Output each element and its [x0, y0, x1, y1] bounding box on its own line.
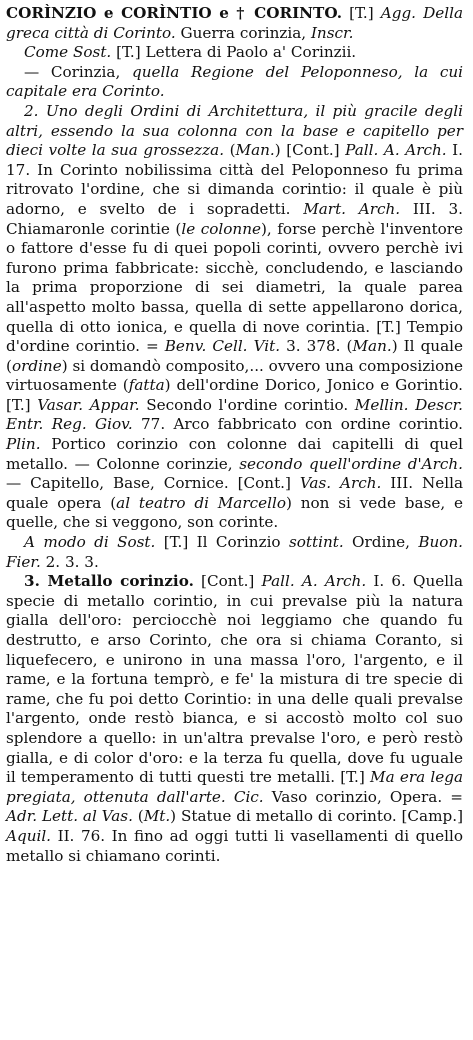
text-run: — Corinzia, — [24, 62, 132, 81]
text-run: ( — [132, 807, 144, 826]
text-run: Ma era lega pregiata, ottenuta dall'arte. Cic. — [6, 768, 463, 806]
text-run: Vasar. Appar. — [37, 395, 140, 414]
text-run: I. 17. In Corinto nobilissima città del Peloponneso fu prima ritrovato l'ordine, che si dimanda corintio: il quale è più adorno, e svelto de i sopradetti. — [6, 141, 463, 218]
text-run: [T.] — [342, 4, 381, 22]
text-run: III. Nella quale opera ( — [6, 474, 464, 512]
text-run: I. 6. Quella specie di metallo corintio, in cui prevalse più la natura gialla dell'oro: perciocchè noi leggiamo che quando fu destrutto, e arso Corinto, che ora si chiama Coranto, si liquefecero, e unirono in una massa l'oro, l'argento, e il rame, e la fortuna temprò, e fe' la mistura di tre specie di rame, che fu poi detto Corintio: in una delle quali prevalse l'argento, onde restò bianca, e si accostò molto col suo splendore a quello: in un'altra prevalse l'oro, e però restò gialla, e di color d'oro: e la terza fu quella, dove fu uguale il temperamento di tutti questi tre metalli. [T.] — [6, 572, 463, 787]
text-run: Plin. — [6, 435, 41, 454]
entry-sost — [6, 43, 463, 63]
text-run: secondo quell'ordine d'Arch. — [239, 454, 463, 473]
text-run: Man. — [235, 141, 275, 160]
text-run: Come Sost. — [24, 43, 112, 62]
text-run: ( — [224, 141, 236, 160]
text-run: Secondo l'ordine corintio. — [139, 395, 355, 414]
entry-sense-2 — [6, 102, 463, 533]
text-run: 3. 378. ( — [280, 337, 353, 356]
text-run: III. 3. Chiamaronle corintie ( — [6, 199, 463, 238]
text-run: Vaso corinzio, Opera. = — [263, 787, 463, 806]
text-run: quella Regione del Peloponneso, la cui capitale era Corinto. — [6, 62, 463, 101]
text-run: Benv. Cell. Vit. — [164, 337, 281, 356]
text-run: Buon. Fier. — [6, 533, 464, 571]
text-run: Agg. Della greca città di Corinto. — [6, 4, 464, 42]
text-run: le colonne — [181, 219, 261, 238]
text-run: ) Statue di metallo di corinto. [Camp.] — [170, 807, 463, 826]
text-run: 77. Arco fabbricato con ordine corintio. — [132, 415, 463, 434]
text-run: [T.] Il Corinzio — [155, 533, 289, 552]
text-run: Inscr. — [310, 23, 354, 42]
text-run: Guerra corinzia, — [175, 23, 311, 42]
text-run: Pall. A. Arch. — [345, 141, 447, 160]
entry-headword — [6, 4, 463, 43]
text-run: 2. 3. 3. — [40, 552, 99, 571]
text-run: [T.] Lettera di Paolo a' Corinzii. — [111, 43, 357, 62]
text-run: ordine — [11, 356, 62, 375]
text-run: 3. Metallo corinzio. — [24, 572, 194, 591]
text-run: ) Il quale ( — [6, 337, 463, 375]
text-run: A modo di Sost. — [24, 533, 156, 552]
text-run: Mellin. Descr. Entr. Reg. Giov. — [6, 395, 464, 434]
entry-modo-sost — [6, 533, 463, 572]
text-run: ) dell'ordine Dorico, Jonico e Gorintio. [T.] — [6, 376, 464, 414]
entry-sense-3 — [6, 572, 463, 866]
text-run: Mt. — [143, 807, 171, 826]
text-run: Portico corinzio con colonne dai capitelli di quel metallo. — Colonne corinzie, — [6, 435, 463, 473]
text-run: Mart. Arch. — [303, 199, 401, 218]
text-run: Vas. Arch. — [299, 474, 382, 493]
text-run: [Cont.] — [193, 572, 262, 591]
text-run: Adr. Lett. al Vas. — [6, 807, 133, 826]
text-run: fatta — [128, 376, 165, 395]
text-run: II. 76. In fino ad oggi tutti li vasellamenti di quello metallo si chiamano corinti. — [6, 826, 463, 865]
text-run: al teatro di Marcello — [116, 493, 286, 512]
entry-corinzia — [6, 63, 463, 102]
text-run: Pall. A. Arch. — [261, 572, 367, 591]
text-run: Ordine, — [343, 533, 419, 552]
text-run: CORÌNZIO e CORÌNTIO e † CORINTO. — [6, 4, 342, 22]
text-run: ) non si vede base, e quelle, che si veggono, son corinte. — [6, 493, 463, 532]
text-run: ), forse perchè l'inventore o fattore d'esse fu di quei popoli corinti, ovvero perchè ivi furono prima fabbricate: sicchè, concludendo, e lasciando la prima proporzione di sei diametri, la quale parea all'aspetto molto bassa, quella di sette appellarono dorica, quella di otto ionica, e quella di nove corintia. [T.] Tempio d'ordine corintio. = — [6, 219, 463, 356]
text-run: sottint. — [288, 533, 344, 552]
text-run: — Capitello, Base, Cornice. [Cont.] — [6, 474, 300, 493]
text-run: Man. — [352, 337, 392, 356]
text-run: 2. Uno degli Ordini di Architettura, il più gracile degli altri, essendo la sua colonna con la base e capitello per dieci volte la sua grossezza. — [6, 101, 463, 160]
text-run: ) si domandò composito,... ovvero una composizione virtuosamente ( — [6, 356, 463, 395]
text-run: Aquil. — [6, 826, 52, 845]
text-run: ) [Cont.] — [274, 141, 346, 160]
